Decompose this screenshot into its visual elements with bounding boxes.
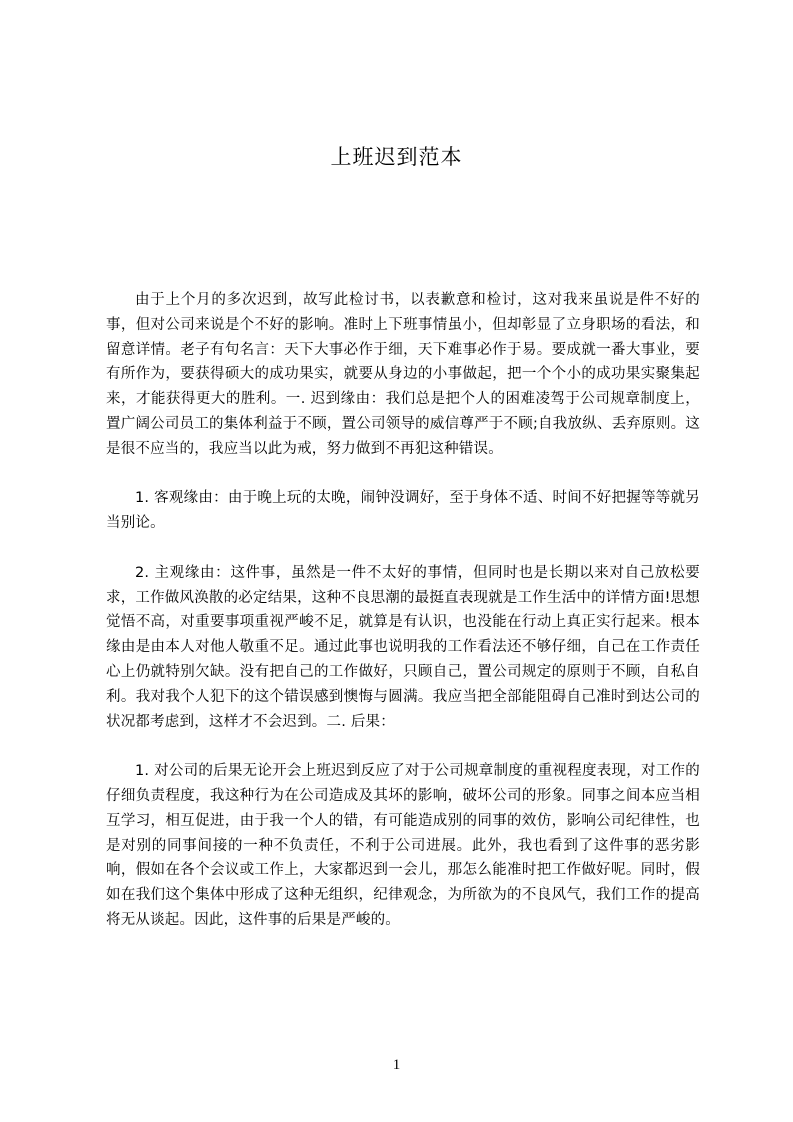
paragraph-subjective-reason: 2. 主观缘由：这件事，虽然是一件不太好的事情，但同时也是长期以来对自己放松要求，工作做风涣散的必定结果，这种不良思潮的最挺直表现就是工作生活中的详情方面!思想觉悟不高，对重要事项重视严峻不足，就算是有认识，也没能在行动上真正实行起来。根本缘由是由本人对他人敬重不足。通过此事也说明我的工作看法还不够仔细，自己在工作责任心上仍就特别欠缺。没有把自己的工作做好，只顾自己，置公司规定的原则于不顾，自私自利。我对我个人犯下的这个错误感到懊悔与圆满。我应当把全部能阻碍自己准时到达公司的状况都考虑到，这样才不会迟到。二. 后果： bbox=[106, 564, 701, 730]
paragraph-objective-reason: 1. 客观缘由：由于晚上玩的太晚，闹钟没调好，至于身体不适、时间不好把握等等就另当别论。 bbox=[106, 490, 700, 532]
paragraph-consequences: 1. 对公司的后果无论开会上班迟到反应了对于公司规章制度的重视程度表现，对工作的仔细负责程度，我这种行为在公司造成及其坏的影响，破坏公司的形象。同事之间本应当相互学习，相互促进，由于我一个人的错，有可能造成别的同事的效仿，影响公司纪律性，也是对别的同事间接的一种不负责任，不利于公司进展。此外，我也看到了这件事的恶劣影响，假如在各个会议或工作上，大家都迟到一会儿，那怎么能准时把工作做好呢。同时，假如在我们这个集体中形成了这种无组织，纪律观念，为所欲为的不良风气，我们工作的提高将无从谈起。因此，这件事的后果是严峻的。 bbox=[106, 763, 700, 928]
paragraph-intro: 由于上个月的多次迟到，故写此检讨书，以表歉意和检讨，这对我来虽说是件不好的事，但对公司来说是个不好的影响。准时上下班事情虽小，但却彰显了立身职场的看法，和留意详情。老子有句名言：天下大事必作于细，天下难事必作于易。要成就一番大事业，要有所作为，要获得硕大的成功果实，就要从身边的小事做起，把一个个小的成功果实聚集起来，才能获得更大的胜利。一. 迟到缘由：我们总是把个人的困难凌驾于公司规章制度上，置广阔公司员工的集体利益于不顾，置公司领导的威信尊严于不顾;自我放纵、丢弃原则。这是很不应当的，我应当以此为戒，努力做到不再犯这种错误。 bbox=[106, 292, 700, 457]
page-number: 1 bbox=[392, 1057, 401, 1073]
document-body bbox=[106, 288, 700, 933]
document-title: 上班迟到范本 bbox=[330, 145, 463, 169]
